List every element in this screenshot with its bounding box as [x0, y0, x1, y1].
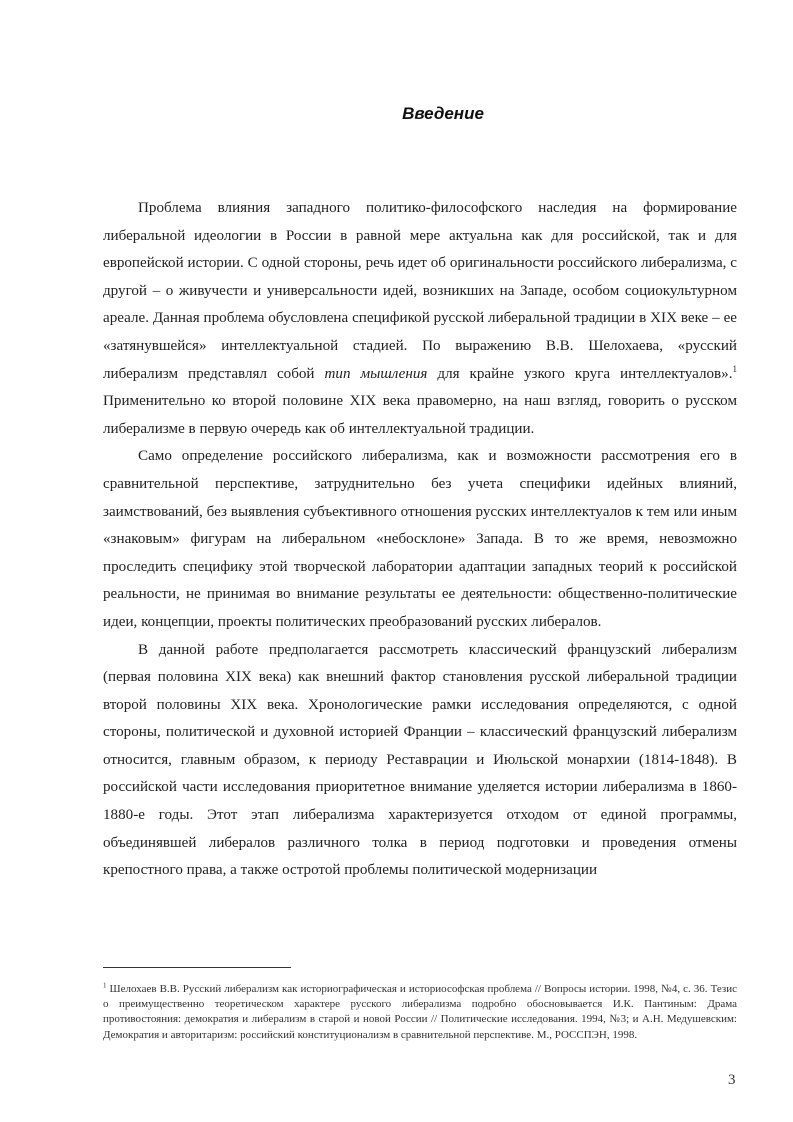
- paragraph-1: [103, 195, 737, 443]
- paragraph-3: В данной работе предполагается рассмотреть классический французский либерализм (первая половина XIX века) как внешний фактор становления русской либеральной традиции второй половины XIX века. Хронологические рамки исследования определяются, с одной стороны, политической и духовной историей Франции – классический французский либерализм относится, главным образом, к периоду Реставрации и Июльской монархии (1814-1848). В российской части исследования приоритетное внимание уделяется истории либерализма в 1860-1880-е годы. Этот этап либерализма характеризуется отходом от единой программы, объединявшей либералов различного толка в период подготовки и проведения отмены крепостного права, а также остротой проблемы политической модернизации: [103, 641, 737, 879]
- page-title: Введение: [402, 104, 484, 123]
- paragraph-1-text-a: Проблема влияния западного политико-философского наследия на формирование либеральной идеологии в России в равной мере актуальна как для российской, так и для европейской истории. С одной стороны, речь идет об оригинальности российского либерализма, с другой – о живучести и универсальности идей, возникших на Западе, особом социокультурном ареале. Данная проблема обусловлена спецификой русской либеральной традиции в XIX веке – ее «затянувшейся» интеллектуальной стадией. По выражению В.В. Шелохаева, «русский либерализм представлял собой: [103, 200, 737, 382]
- page-number: 3: [728, 1072, 736, 1088]
- footnote-ref[interactable]: 1: [732, 363, 737, 374]
- footnote-marker: 1: [103, 981, 107, 990]
- paragraph-1-text-c: Применительно ко второй половине XIX века правомерно, на наш взгляд, говорить о русском либерализме в первую очередь как об интеллектуальной традиции.: [103, 393, 737, 437]
- footnote: [103, 982, 737, 1043]
- body-text: [103, 195, 737, 885]
- paragraph-2: Само определение российского либерализма, как и возможности рассмотрения его в сравнительной перспективе, затруднительно без учета специфики идейных влияний, заимствований, без выявления субъективного отношения русских интеллектуалов к тем или иным «знаковым» фигурам на либеральном «небосклоне» Запада. В то же время, невозможно проследить специфику этой творческой лаборатории адаптации западных теорий к российской реальности, не принимая во внимание результаты ее деятельности: общественно-политические идеи, концепции, проекты политических преобразований русских либералов.: [103, 448, 737, 630]
- footnote-divider: [103, 967, 291, 968]
- footnote-text: Шелохаев В.В. Русский либерализм как историографическая и историософская проблема // Вопросы истории. 1998, №4, с. 36. Тезис о преимущественно теоретическом характере русского либерализма подробно обосновывается И.К. Пантиным: Драма противостояния: демократия и либерализм в старой и новой России // Политические исследования. 1994, №3; и А.Н. Медушевским: Демократия и авторитаризм: российский конституционализм в сравнительной перспективе. М., РОССПЭН, 1998.: [103, 983, 737, 1041]
- paragraph-1-text-b: для крайне узкого круга интеллектуалов».: [427, 365, 733, 382]
- emphasis-term: тип мышления: [324, 365, 428, 382]
